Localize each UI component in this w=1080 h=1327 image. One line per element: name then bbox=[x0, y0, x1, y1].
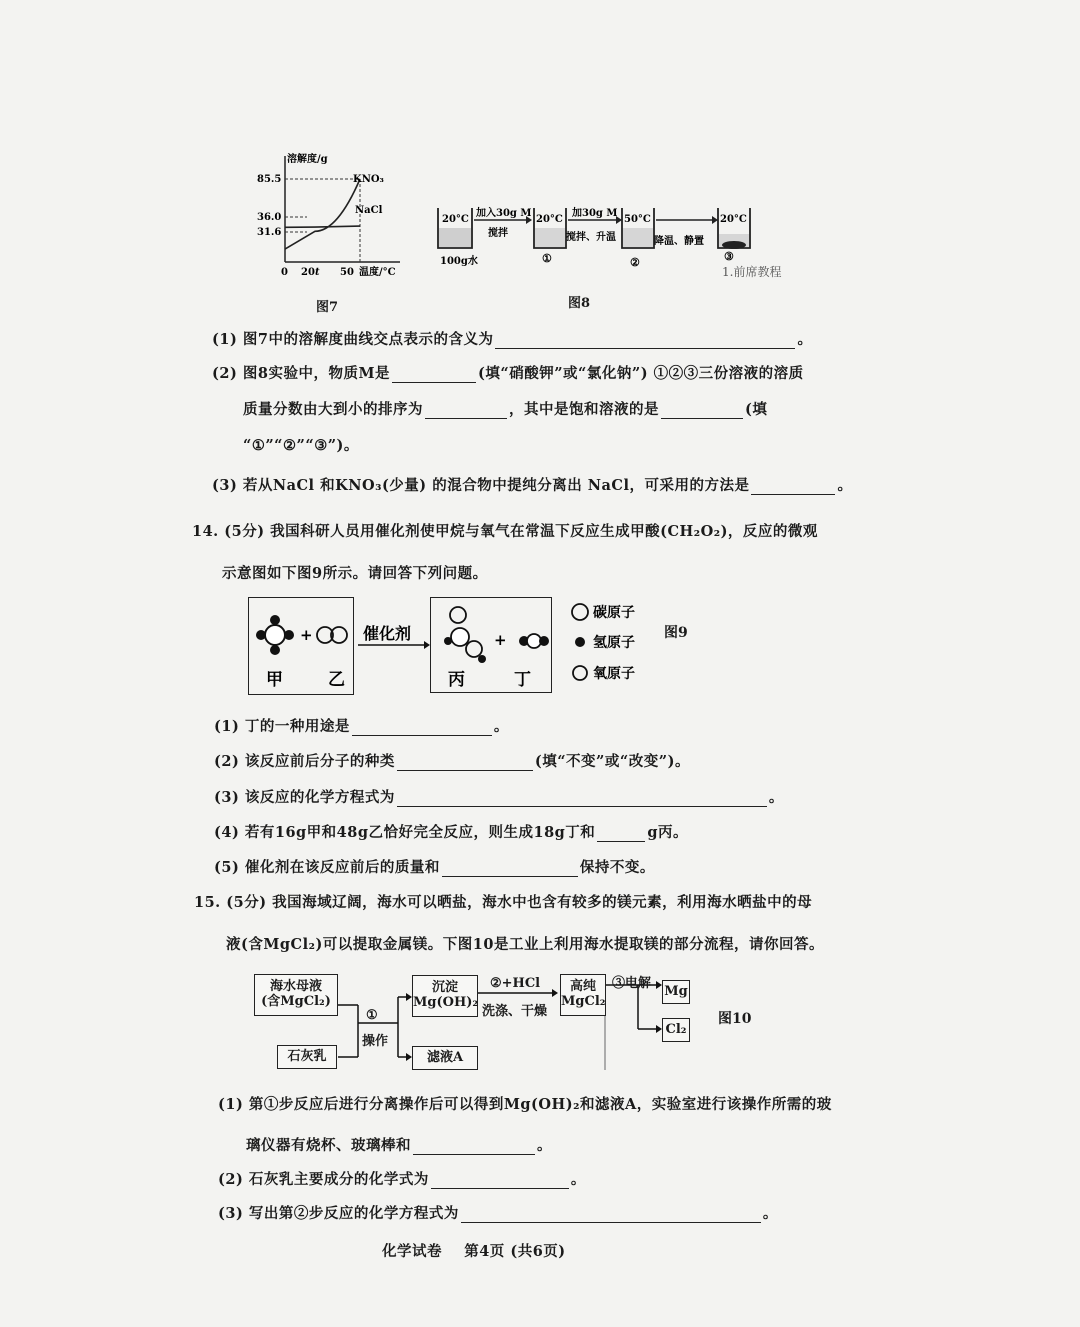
figure-8-diagram bbox=[432, 198, 812, 286]
flow-step3-label: ③电解 bbox=[612, 976, 652, 991]
ytick-85: 85.5 bbox=[257, 174, 282, 185]
beaker-2-temp: 50°C bbox=[624, 214, 651, 225]
flow-product-mg: Mg bbox=[662, 980, 690, 1004]
beaker-0-temp: 20°C bbox=[442, 214, 469, 225]
q13-part2-text-d: ，其中是饱和溶液的是 bbox=[509, 401, 659, 418]
xtick-t: t bbox=[315, 267, 320, 278]
q15-sub1-text: 璃仪器有烧杯、玻璃棒和 bbox=[246, 1137, 411, 1154]
q14-sub4-text: (4) 若有16g甲和48g乙恰好完全反应，则生成18g丁和 bbox=[214, 824, 596, 841]
formic-acid-molecule bbox=[444, 607, 486, 663]
watermark-text: 1.前席教程 bbox=[722, 265, 782, 279]
y-axis-label: 溶解度/g bbox=[287, 154, 328, 165]
q14-sub1-text: (1) 丁的一种用途是 bbox=[214, 718, 350, 735]
figure-9-diagram bbox=[248, 597, 668, 695]
figure-7-caption: 图7 bbox=[316, 300, 339, 315]
q15-sub1-blank[interactable] bbox=[413, 1140, 535, 1155]
kno3-label: KNO₃ bbox=[353, 174, 384, 185]
q14-sub5-text: (5) 催化剂在该反应前后的质量和 bbox=[214, 859, 440, 876]
fig9-name-yi: 乙 bbox=[328, 670, 345, 690]
q13-part3 bbox=[212, 474, 852, 495]
beaker-3-temp: 20°C bbox=[720, 214, 747, 225]
ytick-36: 36.0 bbox=[257, 212, 282, 223]
flow-step2-label: ②+HCl bbox=[490, 976, 541, 991]
methane-molecule bbox=[256, 615, 294, 655]
step-1-bottom: 搅拌 bbox=[488, 228, 508, 239]
q15-sub2 bbox=[218, 1168, 586, 1189]
q13-part1-text: (1) 图7中的溶解度曲线交点表示的含义为 bbox=[212, 331, 494, 348]
q14-sub4-blank[interactable] bbox=[597, 827, 645, 842]
page-footer: 化学试卷 第4页 (共6页) bbox=[382, 1243, 566, 1260]
step-2-top: 加30g M bbox=[572, 208, 618, 219]
figure-9-caption: 图9 bbox=[664, 625, 688, 641]
q13-part2-text-b: (填“硝酸钾”或“氯化钠”) ①②③三份溶液的溶质 bbox=[478, 365, 804, 382]
fig9-catalyst-label: 催化剂 bbox=[363, 624, 412, 643]
q14-sub5-blank[interactable] bbox=[442, 862, 578, 877]
xtick-0: 0 bbox=[281, 267, 288, 278]
q13-part2-line1 bbox=[212, 362, 804, 383]
q14-sub3-blank[interactable] bbox=[397, 792, 767, 807]
beaker-3-caption: ③ bbox=[724, 250, 734, 263]
flow-product-cl2: Cl₂ bbox=[662, 1018, 690, 1042]
q15-sub1-line1: (1) 第①步反应后进行分离操作后可以得到Mg(OH)₂和滤液A，实验室进行该操作所需的玻 bbox=[218, 1096, 832, 1113]
nacl-label: NaCl bbox=[355, 205, 383, 216]
q14-sub1-end: 。 bbox=[493, 718, 509, 735]
fig9-name-bing: 丙 bbox=[448, 670, 465, 690]
beaker-1-caption: ① bbox=[542, 252, 552, 265]
q13-part2-text-a: (2) 图8实验中，物质M是 bbox=[212, 365, 390, 382]
q13-part2-blank-saturated[interactable] bbox=[661, 404, 743, 419]
q15-heading-2: 液(含MgCl₂)可以提取金属镁。下图10是工业上利用海水提取镁的部分流程，请你回答。 bbox=[226, 936, 824, 953]
q14-sub2 bbox=[214, 750, 690, 771]
q15-sub3-text: (3) 写出第②步反应的化学方程式为 bbox=[218, 1205, 459, 1222]
q13-part2-line3 bbox=[243, 434, 359, 455]
q15-sub2-text: (2) 石灰乳主要成分的化学式为 bbox=[218, 1171, 429, 1188]
water-molecule bbox=[519, 634, 549, 648]
q14-sub5-text-b: 保持不变。 bbox=[579, 859, 655, 876]
flow-box-seawater-line2: (含MgCl₂) bbox=[261, 994, 331, 1009]
q15-sub3-blank[interactable] bbox=[461, 1208, 761, 1223]
q15-sub3 bbox=[218, 1202, 778, 1223]
q13-part3-blank[interactable] bbox=[751, 480, 835, 495]
fig9-name-jia: 甲 bbox=[266, 670, 283, 690]
q13-part3-end: 。 bbox=[837, 477, 853, 494]
flow-box-mgcl2-line1: 高纯 bbox=[569, 979, 596, 994]
q15-sub2-end: 。 bbox=[570, 1171, 586, 1188]
step-3-bottom: 降温、静置 bbox=[654, 236, 704, 247]
flow-box-seawater-line1: 海水母液 bbox=[269, 979, 322, 994]
flow-step1-number: ① bbox=[366, 1008, 378, 1023]
flow-step1-operation: 操作 bbox=[362, 1034, 389, 1049]
legend-carbon-icon bbox=[572, 604, 588, 620]
flow-box-mgcl2 bbox=[560, 974, 606, 1016]
legend-hydrogen-label: 氢原子 bbox=[593, 635, 635, 651]
beaker-0 bbox=[438, 208, 472, 248]
beaker-2 bbox=[622, 208, 654, 248]
flow-step2-sub: 洗涤、干燥 bbox=[482, 1004, 548, 1019]
q13-part1-end: 。 bbox=[797, 331, 813, 348]
xtick-50: 50 bbox=[340, 267, 354, 278]
flow-box-filtrate: 滤液A bbox=[412, 1046, 478, 1070]
q13-part1-blank[interactable] bbox=[495, 334, 795, 349]
step-2-bottom: 搅拌、升温 bbox=[566, 232, 616, 243]
legend-carbon-label: 碳原子 bbox=[593, 605, 635, 621]
beaker-2-caption: ② bbox=[630, 256, 640, 269]
flow-box-precipitate bbox=[412, 975, 478, 1017]
beaker-3 bbox=[718, 208, 750, 249]
q15-heading: 15. (5分) 我国海域辽阔，海水可以晒盐，海水中也含有较多的镁元素，利用海水晒盐中的母 bbox=[194, 894, 813, 911]
q13-part2-text-e: (填 bbox=[745, 401, 768, 418]
q14-sub4 bbox=[214, 821, 688, 842]
legend-oxygen-icon bbox=[573, 666, 587, 680]
q14-sub2-text-b: (填“不变”或“改变”)。 bbox=[534, 753, 690, 770]
q13-part2-text-c: 质量分数由大到小的排序为 bbox=[243, 401, 423, 418]
q14-sub3 bbox=[214, 786, 784, 807]
q13-part2-text-f: “①”“②”“③”)。 bbox=[243, 437, 359, 454]
legend-hydrogen-icon bbox=[575, 637, 585, 647]
q14-sub2-text: (2) 该反应前后分子的种类 bbox=[214, 753, 395, 770]
q15-sub1-line2 bbox=[246, 1134, 552, 1155]
fig9-plus-1: + bbox=[300, 626, 313, 644]
q13-part2-line2 bbox=[243, 398, 767, 419]
flow-box-precipitate-line1: 沉淀 bbox=[431, 980, 458, 995]
q14-heading: 14. (5分) 我国科研人员用催化剂使甲烷与氧气在常温下反应生成甲酸(CH₂O₂)，反应的微观 bbox=[192, 523, 818, 540]
flow-box-seawater bbox=[254, 974, 338, 1016]
q15-sub2-blank[interactable] bbox=[431, 1174, 569, 1189]
q14-sub1 bbox=[214, 715, 509, 736]
q13-part2-blank-order[interactable] bbox=[425, 404, 507, 419]
q14-sub2-blank[interactable] bbox=[397, 756, 533, 771]
step-1-top: 加入30g M bbox=[476, 208, 532, 219]
beaker-0-caption: 100g水 bbox=[440, 256, 478, 267]
xtick-20: 20 bbox=[301, 267, 315, 278]
q14-sub1-blank[interactable] bbox=[352, 721, 492, 736]
q15-sub1-end: 。 bbox=[537, 1137, 552, 1154]
q14-sub3-text: (3) 该反应的化学方程式为 bbox=[214, 789, 395, 806]
beaker-1-temp: 20°C bbox=[536, 214, 563, 225]
beaker-1 bbox=[534, 208, 566, 248]
figure-8-caption: 图8 bbox=[568, 296, 591, 311]
flow-box-lime-milk: 石灰乳 bbox=[277, 1045, 337, 1069]
oxygen-molecule bbox=[317, 627, 347, 643]
q14-heading-2: 示意图如下图9所示。请回答下列问题。 bbox=[222, 565, 488, 582]
fig9-name-ding: 丁 bbox=[514, 670, 531, 690]
legend-oxygen-label: 氧原子 bbox=[593, 666, 635, 682]
q13-part1 bbox=[212, 328, 812, 349]
flow-box-precipitate-line2: Mg(OH)₂ bbox=[413, 995, 479, 1010]
q14-sub3-end: 。 bbox=[768, 789, 784, 806]
figure-10-caption: 图10 bbox=[718, 1011, 752, 1027]
x-axis-label: 温度/°C bbox=[359, 267, 396, 278]
q13-part2-blank-m[interactable] bbox=[392, 368, 476, 383]
q14-sub5 bbox=[214, 856, 655, 877]
fig9-plus-2: + bbox=[494, 631, 507, 649]
q15-sub3-end: 。 bbox=[762, 1205, 778, 1222]
q13-part3-text: (3) 若从NaCl 和KNO₃(少量) 的混合物中提纯分离出 NaCl，可采用的方法是 bbox=[212, 477, 750, 494]
q14-sub4-text-b: g丙。 bbox=[647, 824, 688, 841]
nacl-curve bbox=[285, 226, 360, 227]
figure-7-chart bbox=[255, 150, 405, 282]
flow-box-mgcl2-line2: MgCl₂ bbox=[561, 994, 606, 1009]
ytick-31: 31.6 bbox=[257, 227, 282, 238]
kno3-curve bbox=[285, 179, 360, 249]
